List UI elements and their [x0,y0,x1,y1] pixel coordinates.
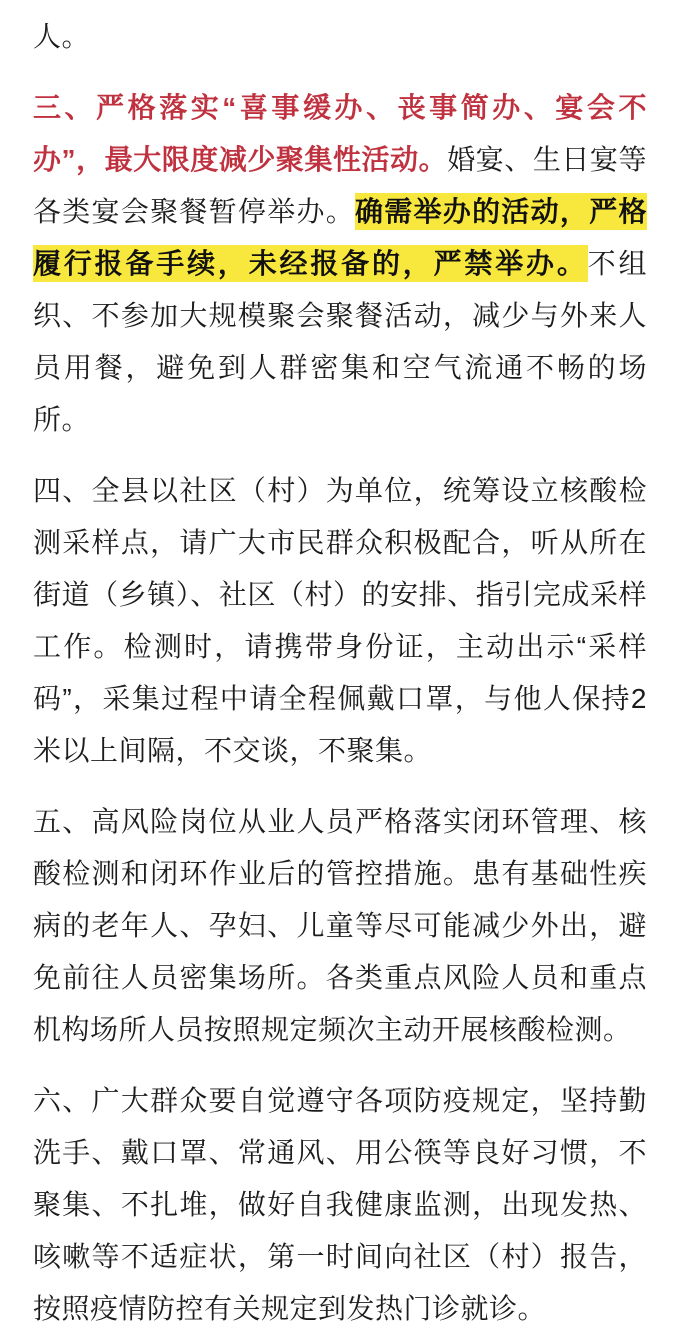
paragraph [33,82,647,446]
text-run: 六、广大群众要自觉遵守各项防疫规定，坚持勤洗手、戴口罩、常通风、用公筷等良好习惯，不聚集、不扎堆，做好自我健康监测，出现发热、咳嗽等不适症状，第一时间向社区（村）报告，按照疫情防控有关规定到发热门诊就诊。 [33,1085,647,1324]
text-run-yellow-highlight: 确需举办的活动，严格履行报备手续，未经报备的，严禁举办。 [33,193,647,282]
text-run: 五、高风险岗位从业人员严格落实闭环管理、核酸检测和闭环作业后的管控措施。患有基础性疾病的老年人、孕妇、儿童等尽可能减少外出，避免前往人员密集场所。各类重点风险人员和重点机构场所人员按照规定频次主动开展核酸检测。 [33,806,647,1045]
text-run-red-emphasis: 三、严格落实“喜事缓办、丧事简办、宴会不办”，最大限度减少聚集性活动。 [33,92,647,175]
paragraph [33,1075,647,1335]
text-run: 不组织、不参加大规模聚会聚餐活动，减少与外来人员用餐，避免到人群密集和空气流通不畅的场所。 [33,248,647,435]
text-run: 人。 [33,21,91,52]
text-run: 婚宴、生日宴等各类宴会聚餐暂停举办。 [33,144,647,227]
paragraph [33,796,647,1056]
paragraph [33,11,647,63]
paragraph [33,465,647,777]
text-run: 四、全县以社区（村）为单位，统筹设立核酸检测采样点，请广大市民群众积极配合，听从所在街道（乡镇）、社区（村）的安排、指引完成采样工作。检测时，请携带身份证，主动出示“采样码”，采集过程中请全程佩戴口罩，与他人保持2米以上间隔，不交谈，不聚集。 [33,475,647,766]
